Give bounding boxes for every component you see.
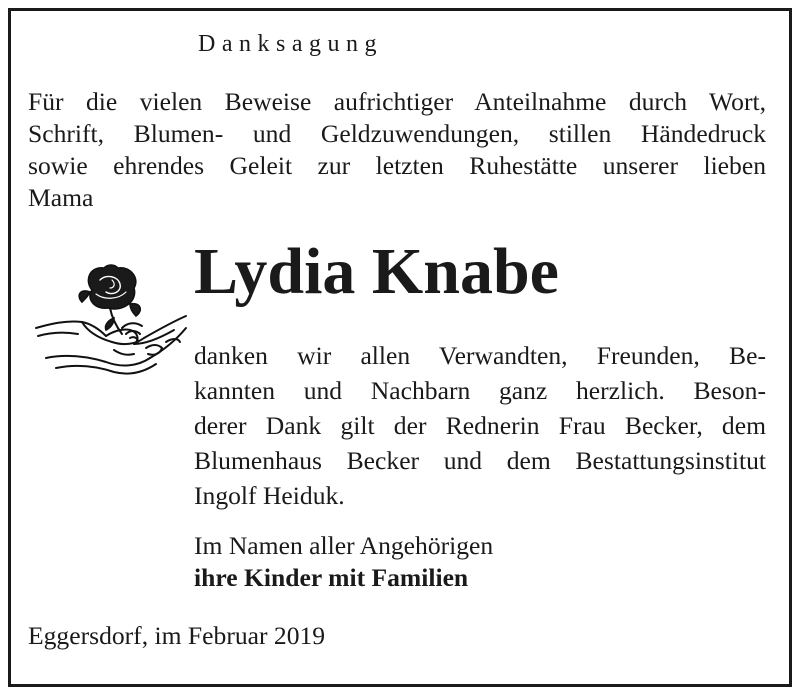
intro-line: Für die vielen Beweise aufrichtiger Anteilnahme durch Wort,	[28, 87, 766, 116]
thanks-line: danken wir allen Verwandten, Freunden, Be-	[194, 341, 766, 370]
intro-text	[28, 86, 766, 214]
signature-family: ihre Kinder mit Familien	[194, 563, 469, 592]
signature-intro: Im Namen aller Angehörigen	[194, 531, 494, 560]
thanks-line: Blumenhaus Becker und dem Bestattungsinstitut	[194, 446, 766, 475]
thanks-text	[194, 338, 766, 513]
intro-line: Mama	[28, 183, 94, 212]
notice-heading: Danksagung	[198, 31, 383, 57]
intro-line: Schrift, Blumen- und Geldzuwendungen, stillen Händedruck	[28, 119, 766, 148]
thanks-line: derer Dank gilt der Rednerin Frau Becker, dem	[194, 411, 766, 440]
intro-line: sowie ehrendes Geleit zur letzten Ruhestätte unserer lieben	[28, 151, 766, 180]
thanks-line: Ingolf Heiduk.	[194, 481, 345, 510]
deceased-name: Lydia Knabe	[194, 235, 559, 308]
rose-in-hands-icon	[26, 258, 196, 390]
place-date: Eggersdorf, im Februar 2019	[28, 621, 326, 650]
thanks-line: kannten und Nachbarn ganz herzlich. Beson-	[194, 376, 766, 405]
